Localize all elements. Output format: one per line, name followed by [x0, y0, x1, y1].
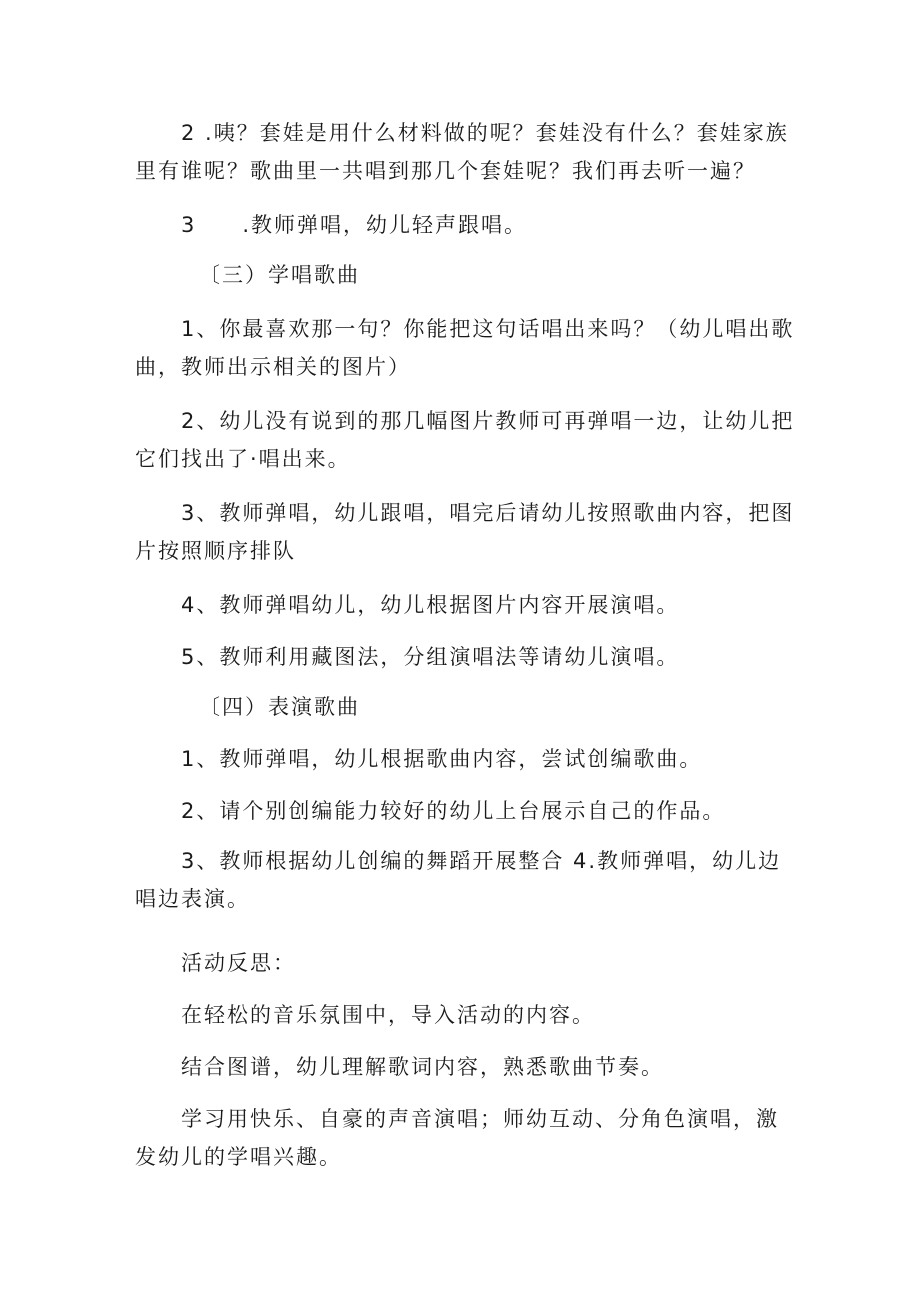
section-heading-4: 〔四）表演歌曲: [199, 695, 360, 719]
paragraph-learn-3: 3、教师弹唱，幼儿跟唱，唱完后请幼儿按照歌曲内容，把图片按照顺序排队: [135, 501, 795, 563]
paragraph-question-2: 2 .咦？套娃是用什么材料做的呢？套娃没有什么？套娃家族里有谁呢？歌曲里一共唱到那几个套娃呢？我们再去听一遍？: [135, 121, 789, 183]
paragraph-step-3: 3 .教师弹唱，幼儿轻声跟唱。: [181, 213, 528, 237]
reflection-heading: 活动反思：: [181, 951, 296, 975]
section-heading-3: 〔三）学唱歌曲: [199, 263, 360, 287]
paragraph-learn-5: 5、教师利用藏图法，分组演唱法等请幼儿演唱。: [181, 645, 680, 669]
paragraph-learn-4: 4、教师弹唱幼儿，幼儿根据图片内容开展演唱。: [181, 593, 680, 617]
paragraph-perform-2: 2、请个别创编能力较好的幼儿上台展示自己的作品。: [181, 799, 726, 823]
reflection-2: 结合图谱，幼儿理解歌词内容，熟悉歌曲节奏。: [181, 1055, 664, 1079]
paragraph-perform-3: 3、教师根据幼儿创编的舞蹈开展整合 4.教师弹唱，幼儿边唱边表演。: [135, 849, 782, 911]
paragraph-perform-1: 1、教师弹唱，幼儿根据歌曲内容，尝试创编歌曲。: [181, 747, 703, 771]
paragraph-learn-2: 2、幼儿没有说到的那几幅图片教师可再弹唱一边，让幼儿把它们找出了·唱出来。: [135, 409, 795, 471]
paragraph-learn-1: 1、你最喜欢那一句？你能把这句话唱出来吗？（幼儿唱出歌曲，教师出示相关的图片）: [135, 317, 795, 379]
reflection-3: 学习用快乐、自豪的声音演唱；师幼互动、分角色演唱，激发幼儿的学唱兴趣。: [135, 1107, 779, 1169]
reflection-1: 在轻松的音乐氛围中，导入活动的内容。: [181, 1003, 595, 1027]
